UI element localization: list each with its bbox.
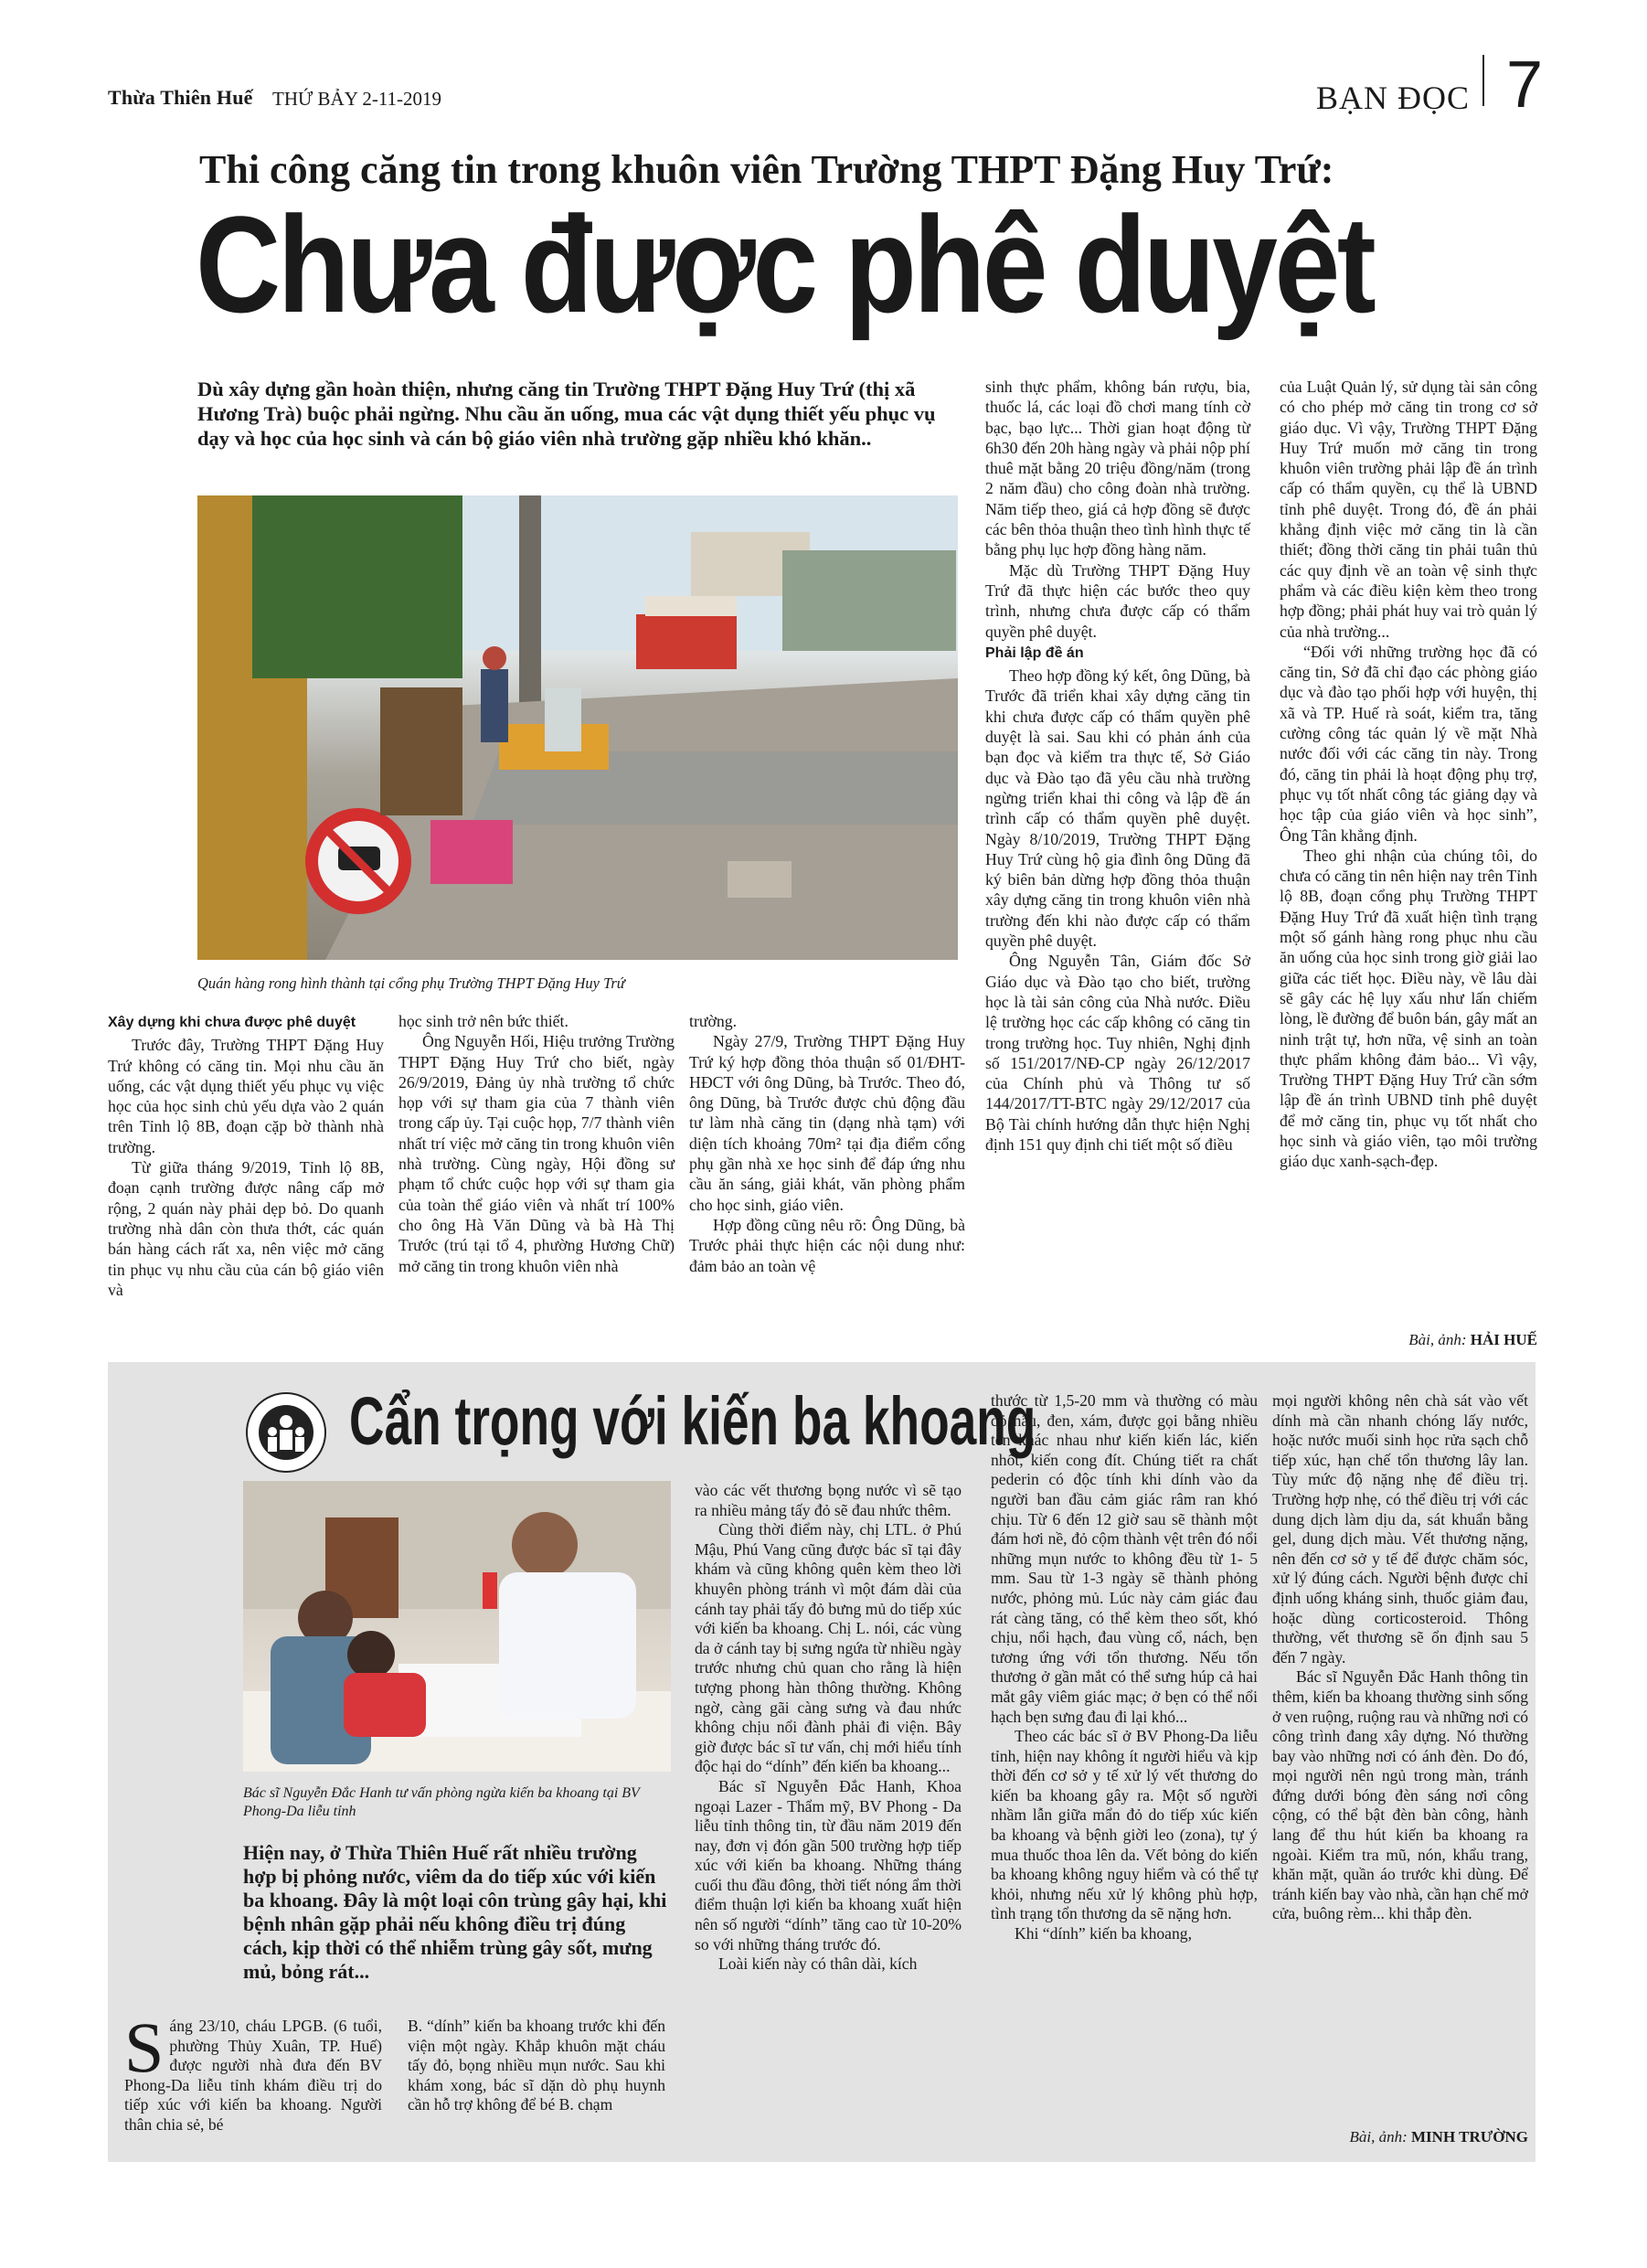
paragraph: Bác sĩ Nguyễn Đắc Hanh thông tin thêm, kiến ba khoang thường sinh sống ở ven ruộng, ruộng rau và những nơi có công trình đang xây dựng. Nó thường bay vào những nơi có ánh đèn. Do đó, mọi người nên ngủ trong màn, tránh đứng dưới bóng đèn sáng nơi công cộng, có thể bật đèn bàn công, hành lang để thu hút kiến ba khoang ra ngoài. Kiểm tra mũ, nón, khẩu trang, khăn mặt, quần áo trước khi dùng. Để tránh kiến bay vào nhà, cần hạn chế mở cửa, buông rèm... khi thắp đèn. [1272,1667,1528,1923]
byline-author: MINH TRƯỜNG [1411,2128,1528,2146]
paragraph: Trước đây, Trường THPT Đặng Huy Trứ không có căng tin. Mọi nhu cầu ăn uống, các vật dụng thiết yếu phục vụ việc học của học sinh chủ yếu dựa vào 2 quán trên Tỉnh lộ 8B, đoạn cặp bờ thành nhà trường. [108,1036,384,1156]
paragraph: B. “dính” kiến ba khoang trước khi đến viện một ngày. Khắp khuôn mặt cháu tấy đỏ, bọng nhiều mụn nước. Sau khi khám xong, bác sĩ dặn dò phụ huynh cần hỗ trợ không để bé B. chạm [408,2017,665,2114]
article2-lead: Hiện nay, ở Thừa Thiên Huế rất nhiều trường hợp bị phỏng nước, viêm da do tiếp xúc với kiến ba khoang. Đây là một loại côn trùng gây hại, khi bệnh nhân gặp phải nếu không điều trị đúng cách, kịp thời có thể nhiễm trùng gây sốt, mưng mủ, bỏng rát... [243,1841,667,1983]
paragraph: của Luật Quản lý, sử dụng tài sản công có cho phép mở căng tin trong cơ sở giáo dục. Vì vậy, Trường THPT Đặng Huy Trứ muốn mở căng tin trong khuôn viên trường phải lập đề án trình cấp có thẩm quyền, cụ thể là UBND tỉnh phê duyệt. Trong đó, đề án phải khẳng định việc mở căng tin là cần thiết; đồng thời căng tin phải tuân thủ các quy định về an toàn vệ sinh thực phẩm và các điều kiện kèm theo trong hợp đồng; phải phát huy vai trò quản lý của nhà trường... [1280,378,1537,641]
article1-lead: Dù xây dựng gần hoàn thiện, nhưng căng tin Trường THPT Đặng Huy Trứ (thị xã Hương Trà) buộc phải ngừng. Nhu cầu ăn uống, mua các vật dụng thiết yếu phục vụ dạy và học của học sinh và cán bộ giáo viên nhà trường gặp nhiều khó khăn.. [197,378,936,450]
byline-label: Bài, ảnh: [1408,1331,1467,1348]
paragraph: Hợp đồng cũng nêu rõ: Ông Dũng, bà Trước phải thực hiện các nội dung như: đảm bảo an toàn vệ [689,1215,965,1275]
paragraph: mọi người không nên chà sát vào vết dính mà cần nhanh chóng lấy nước, hoặc nước muối sinh học rửa sạch chỗ tiếp xúc, hạn chế tổn thương lây lan. Tùy mức độ nặng nhẹ để điều trị. Trường hợp nhẹ, có thể điều trị với các dung dịch làm dịu da, sát khuẩn bằng gel, dung dịch màu. Vết thương nặng, nên đến cơ sở y tế để được chăm sóc, xử lý đúng cách. Người bệnh được chỉ định uống kháng sinh, thuốc giảm đau, hoặc dùng corticosteroid. Thông thường, vết thương sẽ ổn định sau 5 đến 7 ngày. [1272,1391,1528,1666]
article2-column-4 [991,1391,1258,1944]
paragraph: thước từ 1,5-20 mm và thường có màu đỏ nâu, đen, xám, được gọi bằng nhiều tên khác nhau như kiến kiến lác, kiến nhốt, kiến cong đít. Chúng tiết ra chất pederin có độc tính khi dính vào da người ban đầu cảm giác râm ran khó chịu. Từ 6 đến 12 giờ sau sẽ thành một đám hơi nề, đỏ cộm thành vệt trên đó nổi những mụn nước to không đều từ 1- 5 mm. Sau từ 1-3 ngày sẽ thành phỏng nước, phỏng mủ. Lúc này cảm giác đau rát càng tăng, có thể kèm theo sốt, khó chịu, nổi hạch, đau vùng cổ, nách, bẹn tương ứng với tổn thương. Nếu tổn thương ở gần mắt có thể sưng húp cả hai mắt gây viêm giác mạc; ở bẹn có thể nổi hạch bẹn sưng đau đi lại khó... [991,1391,1258,1726]
article1-photo-caption: Quán hàng rong hình thành tại cổng phụ Trường THPT Đặng Huy Trứ [197,974,625,992]
paragraph: áng 23/10, cháu LPGB. (6 tuổi, phường Thủy Xuân, TP. Huế) được người nhà đưa đến BV Phong-Da liễu tỉnh khám điều trị do tiếp xúc với kiến ba khoang. Người thân chia sẻ, bé [124,2017,382,2134]
paragraph: sinh thực phẩm, không bán rượu, bia, thuốc lá, các loại đồ chơi mang tính cờ bạc, bạo lực... Thời gian hoạt động từ 6h30 đến 20h hàng ngày và phải nộp phí thuê mặt bằng 20 triệu đồng/năm (trong 2 năm đầu) cho công đoàn nhà trường. Năm tiếp theo, giá cả hợp đồng sẽ được các bên thỏa thuận theo tình hình thực tế bằng phụ lục hợp đồng hàng năm. [985,378,1250,559]
paragraph: Loài kiến này có thân dài, kích [718,1954,918,1974]
street-vendor-photo [197,495,958,960]
article1-column-3 [689,1011,965,1276]
article2-headline: Cẩn trọng với kiến ba khoang [349,1383,1036,1459]
byline-author: HẢI HUẾ [1470,1331,1537,1348]
doctor-consultation-photo [243,1481,671,1772]
paragraph: Khi “dính” kiến ba khoang, [1015,1924,1192,1943]
section-name: BẠN ĐỌC [1316,80,1471,116]
header-divider [1482,55,1484,106]
article2-photo-caption: Bác sĩ Nguyễn Đắc Hanh tư vấn phòng ngừa kiến ba khoang tại BV Phong-Da liễu tỉnh [243,1785,640,1819]
paragraph: “Đối với những trường học đã có căng tin, Sở đã chỉ đạo các phòng giáo dục và đào tạo phối hợp với huyện, thị xã và TP. Huế rà soát, kiểm tra, tăng cường công tác quản lý về mặt Nhà nước đối với các căng tin này. Trong đó, căng tin phải là hoạt động phụ trợ, phục vụ tốt nhất công tác giảng dạy và học tập của giáo viên và học sinh”, Ông Tân khẳng định. [1280,642,1537,845]
health-logo-icon [245,1391,327,1474]
article1-column-1 [108,1011,384,1300]
paragraph: vào các vết thương bọng nước vì sẽ tạo ra nhiều mảng tấy đỏ sẽ đau nhức thêm. [695,1481,962,1519]
article1-column-5 [1280,377,1537,1172]
issue-date: THỨ BẢY 2-11-2019 [272,88,442,110]
article2-column-2 [408,2017,665,2115]
paragraph: học sinh trở nên bức thiết. [398,1012,568,1030]
page-number: 7 [1506,48,1544,122]
paragraph: Từ giữa tháng 9/2019, Tỉnh lộ 8B, đoạn cạnh trường được nâng cấp mở rộng, 2 quán này phải dẹp bỏ. Do quanh trường nhà dân còn thưa thớt, các quán bán hàng cách rất xa, nên việc mở căng tin phục vụ nhu cầu của cán bộ giáo viên và [108,1158,384,1299]
article1-kicker: Thi công căng tin trong khuôn viên Trường THPT Đặng Huy Trứ: [199,147,1334,192]
paragraph: Cùng thời điểm này, chị LTL. ở Phú Mậu, Phú Vang cũng được bác sĩ tại đây khám và cũng không quên kèm theo lời khuyên phòng tránh vì một đám dài của cánh tay phải tấy đỏ bưng mủ do tiếp xúc với kiến ba khoang. Chị L. nói, các vùng da ở cánh tay bị sưng ngứa từ nhiều ngày trước nhưng chủ quan cho rằng là hiện tượng phong hàn thông thường. Không ngờ, càng gãi càng sưng và đau nhức không chịu nổi đành phải đi viện. Bây giờ được bác sĩ tư vấn, chị mới hiểu tính độc hại do “dính” đến kiến ba khoang... [695,1520,962,1776]
drop-cap: S [124,2007,165,2087]
paragraph: Ngày 27/9, Trường THPT Đặng Huy Trứ ký hợp đồng thỏa thuận số 01/ĐHT-HĐCT với ông Dũng, bà Trước. Theo đó, ông Dũng, bà Trước được chủ động đầu tư làm nhà căng tin (dạng nhà tạm) với diện tích khoảng 70m² tại địa điểm cổng phụ gần nhà xe học sinh để đáp ứng nhu cầu ăn sáng, giải khát, văn phòng phẩm cho học sinh, giáo viên. [689,1032,965,1214]
publication-name: Thừa Thiên Huế [108,86,253,109]
paragraph: Ông Nguyễn Tân, Giám đốc Sở Giáo dục và Đào tạo cho biết, trường học là tài sản công của Nhà nước. Điều lệ trường học các cấp không có căng tin trong trường học. Tuy nhiên, Nghị định số 151/2017/NĐ-CP ngày 26/12/2017 của Chính phủ và Thông tư số 144/2017/TT-BTC ngày 29/12/2017 của Bộ Tài chính hướng dẫn thực hiện Nghị định 151 quy định chi tiết một số điều [985,952,1250,1154]
paragraph: Theo ghi nhận của chúng tôi, do chưa có căng tin nên hiện nay trên Tỉnh lộ 8B, đoạn cổng phụ Trường THPT Đặng Huy Trứ đã xuất hiện tình trạng một số gánh hàng rong phục nhu cầu ăn uống của học sinh trong giờ giải lao giữa các tiết học. Điều này, về lâu dài sẽ gây các hệ lụy xấu như lấn chiếm lòng, lề đường để buôn bán, gây mất an ninh trật tự, hơn nữa, vệ sinh an toàn thực phẩm không đảm bảo... Vì vậy, Trường THPT Đặng Huy Trứ cần sớm lập đề án trình UBND tỉnh phê duyệt để mở căng tin, phục vụ tốt nhất cho học sinh và giáo viên, tạo môi trường giáo dục xanh-sạch-đẹp. [1280,846,1537,1171]
article2-column-5 [1272,1391,1528,1924]
article1-headline: Chưa được phê duyệt [196,187,1374,341]
article2-byline [1272,2128,1528,2146]
paragraph: Bác sĩ Nguyễn Đắc Hanh, Khoa ngoại Lazer - Thẩm mỹ, BV Phong - Da liễu tỉnh thông tin, từ đầu năm 2019 đến nay, đơn vị đón gần 500 trường hợp tiếp xúc với kiến ba khoang. Những tháng cuối thu đầu đông, thời tiết nóng ẩm thời điểm thuận lợi kiến ba khoang xuất hiện nên số người “dính” tăng cao từ 10-20% so với những tháng trước đó. [695,1776,962,1954]
article1-column-4 [985,377,1250,1155]
article1-column-2 [398,1011,675,1276]
paragraph: trường. [689,1012,738,1030]
paragraph: Mặc dù Trường THPT Đặng Huy Trứ đã thực hiện các bước theo quy trình, nhưng chưa được cấp có thẩm quyền phê duyệt. [985,560,1250,641]
paragraph: Ông Nguyễn Hối, Hiệu trưởng Trường THPT Đặng Huy Trứ cho biết, ngày 26/9/2019, Đảng ủy nhà trường tổ chức họp với sự tham gia của 7 thành viên trong cấp ủy. Tại cuộc họp, 7/7 thành viên nhất trí việc mở căng tin trong khuôn viên nhà trường. Cùng ngày, Hội đồng sư phạm tổ chức cuộc họp với sự tham gia của toàn thể giáo viên và nhất trí 100% cho ông Hà Văn Dũng và bà Hà Thị Trước (trú tại tổ 4, phường Hương Chữ) mở căng tin trong khuôn viên nhà [398,1032,675,1275]
article1-byline [1280,1331,1537,1349]
article2-column-3 [695,1481,962,1975]
byline-label: Bài, ảnh: [1349,2128,1408,2146]
article2-column-1 [124,2007,382,2135]
article1-subhead-2: Phải lập đề án [985,644,1084,661]
article1-subhead-1: Xây dựng khi chưa được phê duyệt [108,1015,356,1030]
paragraph: Theo các bác sĩ ở BV Phong-Da liễu tỉnh, hiện nay không ít người hiểu và kịp thời đến cơ sở y tế xử lý vết thương do kiến ba khoang gây ra. Một số người nhầm lẫn giữa mẩn đỏ do tiếp xúc kiến ba khoang và bệnh giời leo (zona), tự ý mua thuốc thoa lên da. Vết bỏng do kiến ba khoang không nguy hiểm và có thể tự khỏi, nhưng nếu xử lý không phù hợp, tình trạng tổn thương da sẽ nặng hơn. [991,1727,1258,1923]
paragraph: Theo hợp đồng ký kết, ông Dũng, bà Trước đã triển khai xây dựng căng tin khi chưa được cấp có thẩm quyền phê duyệt là sai. Sau khi có phản ánh của bạn đọc và kiểm tra thực tế, Sở Giáo dục và Đào tạo đã yêu cầu nhà trường ngừng triển khai thi công và lập đề án trình cấp có thẩm quyền phê duyệt. Ngày 8/10/2019, Trường THPT Đặng Huy Trứ cùng hộ gia đình ông Dũng đã ký biên bản dừng hợp đồng thỏa thuận xây dựng căng tin trong khuôn viên nhà trường đến khi nào được cấp có thẩm quyền phê duyệt. [985,666,1250,951]
